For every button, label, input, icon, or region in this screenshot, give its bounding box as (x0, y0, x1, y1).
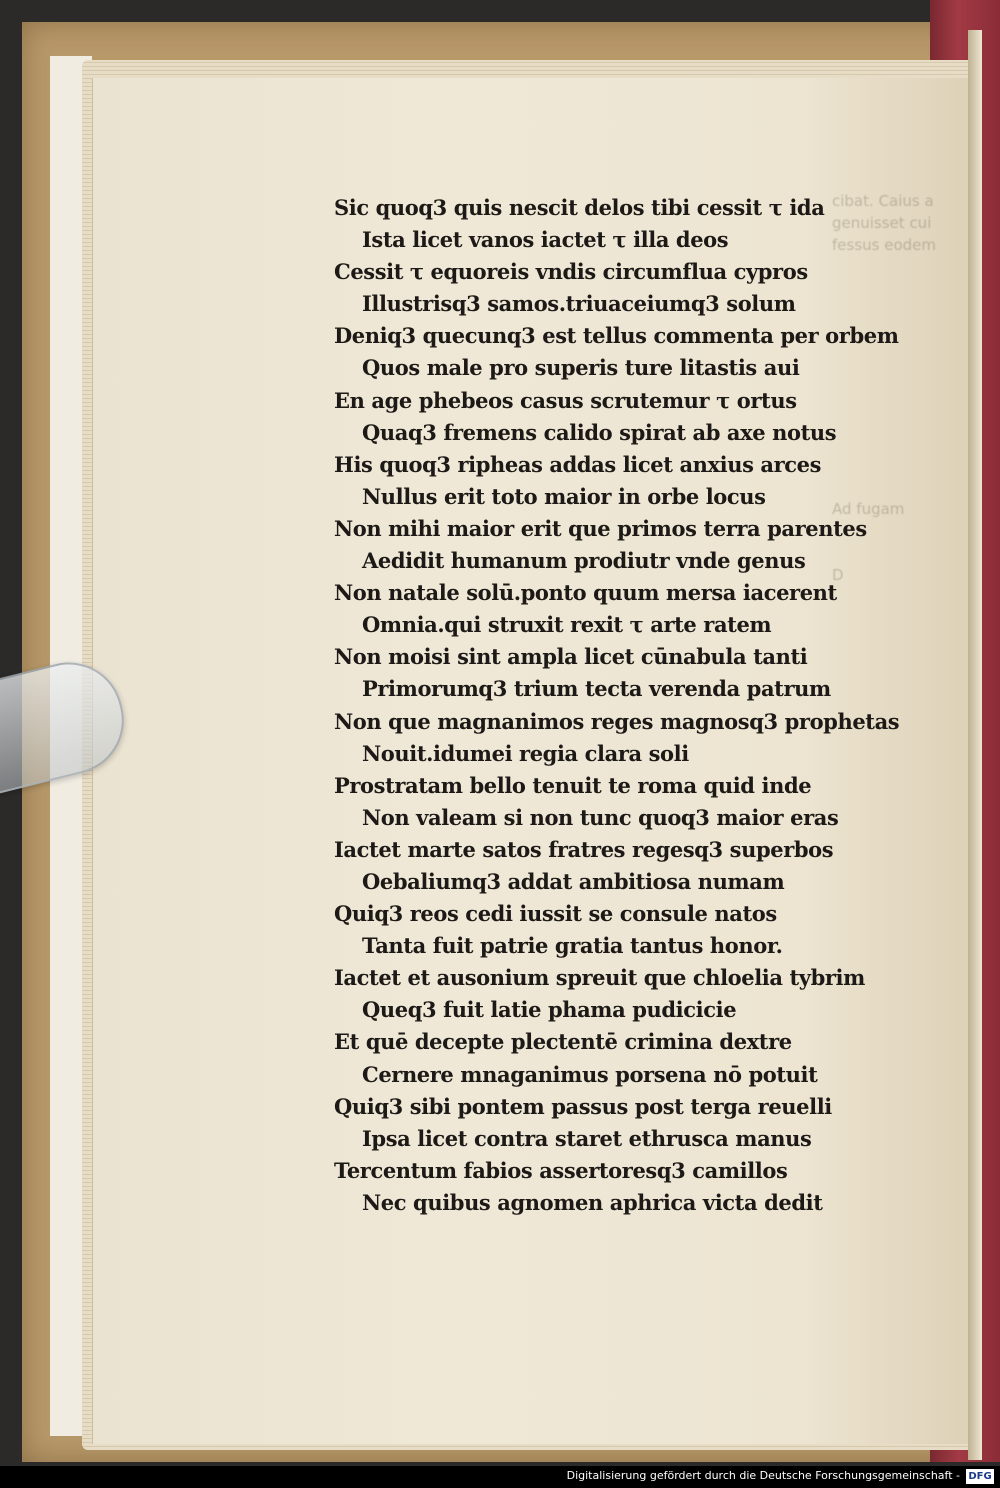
bleed-line: D (832, 566, 844, 584)
bleed-line (832, 432, 982, 454)
verse-line: Non que magnanimos reges magnosq3 prophetas (334, 708, 900, 734)
verse-line: Ipsa licet contra staret ethrusca manus (362, 1125, 812, 1151)
verse-line: Tercentum fabios assertoresq3 camillos (334, 1157, 788, 1183)
bleed-line (832, 542, 982, 564)
verse-line: Omnia.qui struxit rexit τ arte ratem (362, 612, 772, 638)
verse-line: Queq3 fuit latie phama pudicicie (362, 997, 737, 1023)
bleed-line: Ad fugam (832, 500, 905, 518)
verse-line: Non mihi maior erit que primos terra parentes (334, 515, 867, 541)
verse-line: Illustrisq3 samos.triuaceiumq3 solum (362, 291, 796, 317)
verse-line: His quoq3 ripheas addas licet anxius arces (334, 451, 822, 477)
bleed-line: fessus eodem (832, 236, 936, 254)
bleed-line (832, 454, 982, 476)
verse-line: Nullus erit toto maior in orbe locus (362, 483, 766, 509)
verse-line: Et quē decepte plectentē crimina dextre (334, 1029, 792, 1055)
bleed-line (832, 388, 982, 410)
verse-line: Non natale solū.ponto quum mersa iacerent (334, 580, 837, 606)
verse-line: Cernere mnaganimus porsena nō potuit (362, 1061, 818, 1087)
bleed-line (832, 278, 982, 300)
bleed-line (832, 300, 982, 322)
dfg-logo: DFG (966, 1469, 994, 1484)
verse-line: Sic quoq3 quis nescit delos tibi cessit τ ida (334, 195, 825, 220)
bleed-line (832, 410, 982, 432)
verse-line: Nec quibus agnomen aphrica victa dedit (362, 1189, 823, 1215)
verse-line: En age phebeos casus scrutemur τ ortus (334, 387, 797, 413)
bleed-through-text (832, 190, 982, 1310)
verse-line: Iactet marte satos fratres regesq3 superbos (334, 836, 834, 862)
verse-line: Deniq3 quecunq3 est tellus commenta per orbem (334, 323, 899, 349)
verse-line: Aedidit humanum prodiutr vnde genus (362, 548, 806, 574)
verse-line: Tanta fuit patrie gratia tantus honor. (362, 933, 783, 959)
verse-line: Quos male pro superis ture litastis aui (362, 355, 800, 381)
verse-line: Non moisi sint ampla licet cūnabula tanti (334, 644, 808, 670)
bleed-line: genuisset cui (832, 214, 932, 232)
verse-line: Quiq3 sibi pontem passus post terga reuelli (334, 1093, 832, 1119)
verse-line: Cessit τ equoreis vndis circumflua cypros (334, 259, 808, 285)
verse-line: Primorumq3 trium tecta verenda patrum (362, 676, 831, 702)
verse-line: Nouit.idumei regia clara soli (362, 740, 689, 766)
bleed-line (832, 256, 982, 278)
bleed-line: cibat. Caius a (832, 192, 934, 210)
bleed-line (832, 366, 982, 388)
footer-bar (0, 1466, 1000, 1488)
verse-line: Ista licet vanos iactet τ illa deos (362, 227, 729, 253)
bleed-line (832, 476, 982, 498)
page-fore-edge (968, 30, 982, 1460)
verse-line: Non valeam si non tunc quoq3 maior eras (362, 804, 839, 830)
verse-line: Quiq3 reos cedi iussit se consule natos (334, 901, 777, 927)
verse-line: Iactet et ausonium spreuit que chloelia tybrim (334, 965, 865, 991)
funding-credit: Digitalisierung gefördert durch die Deutsche Forschungsgemeinschaft - (566, 1469, 960, 1482)
verse-line: Quaq3 fremens calido spirat ab axe notus (362, 419, 837, 445)
verse-line: Prostratam bello tenuit te roma quid inde (334, 772, 812, 798)
verse-line: Oebaliumq3 addat ambitiosa numam (362, 868, 785, 894)
